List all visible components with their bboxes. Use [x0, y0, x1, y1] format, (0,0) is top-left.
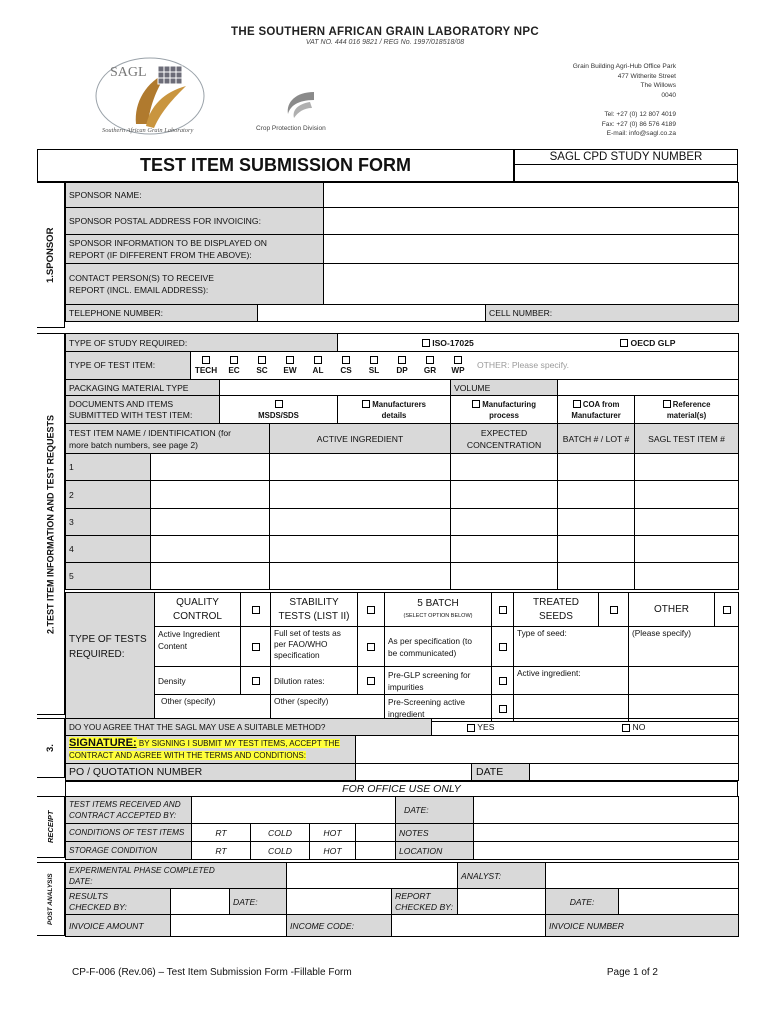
process-label2: process	[489, 410, 519, 420]
doc-process[interactable]	[451, 396, 558, 424]
concentration-field[interactable]	[451, 536, 558, 563]
col-header-name	[66, 424, 270, 454]
documents-label	[66, 396, 220, 424]
table-row	[66, 536, 739, 563]
col-header-concentration	[451, 424, 558, 454]
stability-checkbox[interactable]	[367, 606, 375, 614]
office-heading: FOR OFFICE USE ONLY	[65, 781, 738, 796]
blank-cell[interactable]	[356, 824, 396, 842]
date-field[interactable]	[530, 764, 739, 781]
report-date-field[interactable]	[619, 889, 739, 915]
process-checkbox[interactable]	[472, 400, 480, 408]
seed-type-label[interactable]: Type of seed:	[514, 627, 629, 667]
item-name-field[interactable]	[151, 536, 270, 563]
preglp-label	[385, 667, 492, 695]
location-label: LOCATION	[396, 842, 474, 860]
batch-field[interactable]	[558, 536, 635, 563]
fullset-line: Full set of tests as	[274, 628, 341, 638]
other-heading: OTHER	[629, 593, 715, 627]
sponsor-info-line: REPORT (IF DIFFERENT FROM THE ABOVE):	[69, 250, 252, 260]
perspec-line: be communicated)	[388, 647, 457, 658]
stability-line: STABILITY	[289, 596, 339, 608]
signature-text: CONTRACT AND AGREE WITH THE TERMS AND CONDITIONS:	[69, 751, 306, 760]
item-type-label: SC	[256, 366, 268, 375]
col-header-active: ACTIVE INGREDIENT	[270, 424, 451, 454]
cell-label: CELL NUMBER:	[489, 308, 553, 318]
po-label: PO / QUOTATION NUMBER	[66, 764, 356, 781]
perspec-line: As per specification (to	[388, 635, 472, 646]
preglp-cell[interactable]	[492, 667, 514, 695]
batch-field[interactable]	[558, 454, 635, 481]
address-line: 477 Witherite Street	[617, 72, 676, 80]
qc-heading	[155, 593, 241, 627]
row-number: 3	[66, 509, 151, 536]
qc-line: QUALITY	[176, 596, 219, 608]
manufacturer-label2: details	[381, 410, 407, 420]
section-sponsor-label: 1.SPONSOR	[37, 182, 65, 328]
contact-field[interactable]	[324, 264, 739, 305]
perspec-checkbox[interactable]	[499, 643, 507, 651]
batch-field[interactable]	[558, 563, 635, 590]
seeds-line: TREATED	[533, 596, 579, 608]
yes-checkbox[interactable]	[467, 724, 475, 732]
table-row	[66, 454, 739, 481]
other-spec-field[interactable]	[629, 667, 739, 695]
item-type-option[interactable]	[444, 354, 472, 376]
conditions-label: CONDITIONS OF TEST ITEMS	[66, 824, 192, 842]
results-field[interactable]	[171, 889, 230, 915]
other-checkbox[interactable]	[723, 606, 731, 614]
notes-field[interactable]	[474, 824, 739, 842]
col-header-conc-line: CONCENTRATION	[466, 439, 542, 450]
batch5-line: 5 BATCH	[417, 597, 459, 609]
item-type-label: TECH	[194, 366, 218, 375]
doc-coa[interactable]	[558, 396, 635, 424]
address-email: E-mail: info@sagl.co.za	[606, 130, 676, 138]
form-title: TEST ITEM SUBMISSION FORM	[37, 149, 514, 182]
exp-field[interactable]	[287, 863, 458, 889]
item-type-checkbox[interactable]	[454, 356, 462, 364]
item-type-option[interactable]	[360, 354, 388, 376]
preglp-checkbox[interactable]	[499, 677, 507, 685]
sponsor-info-field[interactable]	[324, 235, 739, 264]
item-type-label: DP	[396, 366, 408, 375]
please-specify-label[interactable]: (Please specify)	[629, 627, 739, 667]
analyst-label: ANALYST:	[458, 863, 546, 889]
agreement-table	[65, 718, 739, 781]
signature-bold: SIGNATURE:	[69, 737, 137, 749]
seeds-line: SEEDS	[539, 610, 573, 622]
vat-reg: VAT NO. 444 016 9821 / REG No. 1997/018518/08	[305, 39, 465, 46]
iso-option[interactable]	[338, 334, 558, 352]
ai-content-label	[155, 627, 241, 667]
qc-line: CONTROL	[173, 610, 222, 622]
active-field[interactable]	[270, 536, 451, 563]
item-type-checkbox[interactable]	[342, 356, 350, 364]
contact-line: CONTACT PERSON(S) TO RECEIVE	[69, 273, 215, 283]
address-tel: Tel: +27 (0) 12 807 4019	[604, 110, 676, 118]
prescreen-checkbox[interactable]	[499, 705, 507, 713]
sagl-logo	[88, 52, 218, 138]
item-type-checkbox[interactable]	[258, 356, 266, 364]
results-date-field[interactable]	[287, 889, 392, 915]
oecd-label: OECD GLP	[630, 337, 676, 348]
post-analysis-table	[65, 862, 739, 937]
density-cell[interactable]	[241, 667, 271, 695]
concentration-field[interactable]	[451, 509, 558, 536]
active-field[interactable]	[270, 454, 451, 481]
perspec-cell[interactable]	[492, 627, 514, 667]
results-line: RESULTS	[69, 890, 108, 901]
item-type-option[interactable]	[416, 354, 444, 376]
concentration-field[interactable]	[451, 454, 558, 481]
item-type-label: TYPE OF TEST ITEM:	[66, 352, 191, 379]
received-label	[66, 797, 192, 824]
dilution-cell[interactable]	[358, 667, 385, 695]
tests-label-top	[66, 593, 155, 627]
item-type-checkbox[interactable]	[370, 356, 378, 364]
seeds-heading	[514, 593, 599, 627]
other-cell[interactable]	[715, 593, 739, 627]
results-line: CHECKED BY:	[69, 901, 127, 912]
msds-label: MSDS/SDS	[258, 410, 299, 420]
ai-content-line: Content	[158, 641, 188, 651]
batch5-heading	[385, 593, 492, 627]
tests-required-table	[65, 592, 739, 722]
volume-label: VOLUME	[451, 380, 558, 396]
blank-cell[interactable]	[356, 842, 396, 860]
address-block	[573, 62, 676, 139]
address-fax: Fax: +27 (0) 86 576 4189	[601, 120, 676, 128]
receipt-table	[65, 796, 739, 860]
dilution-label: Dilution rates:	[271, 667, 358, 695]
rt-option[interactable]: RT	[192, 824, 251, 842]
signature-label	[66, 736, 356, 764]
section-agreement-label: 3.	[37, 718, 65, 778]
report-line: REPORT	[395, 890, 431, 901]
col-header-batch: BATCH # / LOT #	[558, 424, 635, 454]
tests-label	[66, 627, 155, 667]
col-header-name-line: TEST ITEM NAME / IDENTIFICATION (for	[69, 427, 232, 438]
results-label	[66, 889, 171, 915]
invoice-number-cell	[546, 915, 739, 937]
sagl-item-field[interactable]	[635, 563, 739, 590]
batch-field[interactable]	[558, 509, 635, 536]
yes-label: YES	[477, 722, 495, 732]
sagl-logo-subtitle: Southern African Grain Laboratory	[102, 127, 194, 134]
preglp-line: impurities	[388, 681, 424, 692]
manufacturer-checkbox[interactable]	[362, 400, 370, 408]
item-type-checkbox[interactable]	[398, 356, 406, 364]
address-line: Grain Building Agri-Hub Office Park	[572, 63, 676, 70]
contact-label	[66, 264, 324, 305]
row-number: 5	[66, 563, 151, 590]
stability-cell[interactable]	[358, 593, 385, 627]
active-field[interactable]	[270, 481, 451, 509]
report-field[interactable]	[458, 889, 546, 915]
table-row	[66, 509, 739, 536]
volume-field[interactable]	[558, 380, 739, 396]
item-type-label: CS	[340, 366, 352, 375]
received-date-label: DATE:	[396, 797, 474, 824]
exp-line: EXPERIMENTAL PHASE COMPLETED	[69, 865, 215, 875]
item-type-label: SL	[368, 366, 380, 375]
density-label: Density	[155, 667, 241, 695]
cpd-logo-text: Crop Protection Division	[256, 125, 326, 132]
batch-field[interactable]	[558, 481, 635, 509]
iso-label: ISO-17025	[432, 337, 474, 348]
org-name: THE SOUTHERN AFRICAN GRAIN LABORATORY NPC	[231, 26, 539, 38]
table-row	[66, 481, 739, 509]
sponsor-name-label: SPONSOR NAME:	[66, 183, 324, 208]
received-line: TEST ITEMS RECEIVED AND	[69, 800, 181, 809]
fullset-checkbox[interactable]	[367, 643, 375, 651]
coa-label2: Manufacturer	[571, 410, 621, 420]
invoice-amount-label: INVOICE AMOUNT	[66, 915, 171, 937]
sagl-logo-text: SAGL	[110, 65, 147, 80]
invoice-number-label: INVOICE NUMBER	[549, 920, 624, 931]
income-code-label: INCOME CODE:	[287, 915, 392, 937]
signature-field[interactable]	[356, 736, 739, 764]
seeds-checkbox[interactable]	[610, 606, 618, 614]
table-row	[66, 563, 739, 590]
item-name-field[interactable]	[151, 454, 270, 481]
tests-label-mid	[66, 667, 155, 695]
oecd-option[interactable]	[558, 334, 739, 352]
results-date-label: DATE:	[230, 889, 287, 915]
yes-option[interactable]	[432, 719, 530, 736]
other-specify-1[interactable]: Other (specify)	[155, 695, 271, 722]
rt-option[interactable]: RT	[192, 842, 251, 860]
hot-option[interactable]: HOT	[310, 842, 356, 860]
telephone-label: TELEPHONE NUMBER:	[66, 305, 258, 322]
item-name-field[interactable]	[151, 481, 270, 509]
qc-checkbox[interactable]	[252, 606, 260, 614]
item-type-option[interactable]	[192, 354, 220, 376]
qc-cell[interactable]	[241, 593, 271, 627]
item-name-field[interactable]	[151, 563, 270, 590]
exp-line: DATE:	[69, 876, 93, 886]
item-type-checkbox[interactable]	[202, 356, 210, 364]
item-type-label: AL	[312, 366, 324, 375]
item-type-label: GR	[423, 366, 437, 375]
packaging-label: PACKAGING MATERIAL TYPE	[66, 380, 220, 396]
no-option[interactable]	[530, 719, 739, 736]
received-field[interactable]	[192, 797, 396, 824]
study-type-label: TYPE OF STUDY REQUIRED:	[66, 334, 338, 352]
item-name-field[interactable]	[151, 509, 270, 536]
exp-label	[66, 863, 287, 889]
concentration-field[interactable]	[451, 481, 558, 509]
address-spacer	[573, 100, 676, 110]
doc-manufacturer[interactable]	[338, 396, 451, 424]
item-type-checkbox[interactable]	[230, 356, 238, 364]
cold-option[interactable]: COLD	[251, 842, 310, 860]
active-ingredient-label[interactable]: Active ingredient:	[514, 667, 629, 695]
preglp-line: Pre-GLP screening for	[388, 669, 471, 680]
active-field[interactable]	[270, 563, 451, 590]
item-type-option[interactable]	[276, 354, 304, 376]
item-type-checkbox[interactable]	[426, 356, 434, 364]
sponsor-info-line: SPONSOR INFORMATION TO BE DISPLAYED ON	[69, 238, 268, 248]
cell-label-cell	[486, 305, 739, 322]
sagl-item-field[interactable]	[635, 454, 739, 481]
reference-checkbox[interactable]	[663, 400, 671, 408]
po-field[interactable]	[356, 764, 472, 781]
footer-page: Page 1 of 2	[606, 967, 658, 978]
item-type-row	[66, 352, 739, 380]
ai-content-cell[interactable]	[241, 627, 271, 667]
signature-text: BY SIGNING I SUBMIT MY TEST ITEMS, ACCEPT THE	[136, 739, 340, 748]
item-type-option[interactable]	[248, 354, 276, 376]
post-analysis-label: POST ANALYSIS	[37, 862, 65, 936]
fullset-label	[271, 627, 358, 667]
item-type-label: EC	[228, 366, 240, 375]
tests-label-line: REQUIRED:	[69, 648, 125, 660]
section-test-info-label: 2.TEST ITEM INFORMATION AND TEST REQUESTS	[37, 333, 65, 715]
received-line: CONTRACT ACCEPTED BY:	[69, 811, 177, 820]
item-type-other[interactable]: OTHER: Please specify.	[477, 360, 570, 370]
received-date-field[interactable]	[474, 797, 739, 824]
documents-line: SUBMITTED WITH TEST ITEM:	[69, 409, 193, 420]
coa-checkbox[interactable]	[573, 400, 581, 408]
process-label: Manufacturing	[482, 399, 536, 409]
invoice-amount-field[interactable]	[171, 915, 287, 937]
ai-content-checkbox[interactable]	[252, 643, 260, 651]
cpd-study-number-label: SAGL CPD STUDY NUMBER	[514, 149, 738, 165]
sponsor-postal-label: SPONSOR POSTAL ADDRESS FOR INVOICING:	[66, 208, 324, 235]
concentration-field[interactable]	[451, 563, 558, 590]
prescreen-line: Pre-Screening active	[388, 697, 466, 707]
report-date-label: DATE:	[546, 889, 619, 915]
row-number: 1	[66, 454, 151, 481]
footer-doc-id: CP-F-006 (Rev.06) – Test Item Submission Form -Fillable Form	[72, 967, 352, 978]
date-label: DATE	[476, 766, 504, 778]
row-number: 4	[66, 536, 151, 563]
item-type-label: WP	[451, 366, 465, 375]
perspec-label	[385, 627, 492, 667]
sponsor-table	[65, 182, 739, 322]
cpd-logo	[252, 86, 362, 134]
stability-line: TESTS (LIST II)	[278, 610, 350, 622]
hot-option[interactable]: HOT	[310, 824, 356, 842]
sponsor-postal-field[interactable]	[324, 208, 739, 235]
sagl-item-field[interactable]	[635, 509, 739, 536]
doc-msds[interactable]	[220, 396, 338, 424]
fullset-line: per FAO/WHO	[274, 639, 328, 649]
ai-content-line: Active Ingredient	[158, 629, 220, 639]
row-number: 2	[66, 481, 151, 509]
item-type-checkbox[interactable]	[286, 356, 294, 364]
other-specify-2[interactable]: Other (specify)	[271, 695, 385, 722]
reference-label2: material(s)	[666, 410, 707, 420]
no-label: NO	[632, 722, 646, 732]
doc-reference[interactable]	[635, 396, 739, 424]
batch5-sub: (SELECT OPTION BELOW)	[403, 612, 473, 619]
col-header-conc-line: EXPECTED	[480, 427, 528, 438]
analyst-field[interactable]	[546, 863, 739, 889]
sagl-item-field[interactable]	[635, 481, 739, 509]
receipt-label: RECEIPT	[37, 796, 65, 858]
item-type-option[interactable]	[388, 354, 416, 376]
method-question: DO YOU AGREE THAT THE SAGL MAY USE A SUITABLE METHOD?	[66, 719, 432, 736]
iso-checkbox[interactable]	[422, 339, 430, 347]
sagl-item-field[interactable]	[635, 536, 739, 563]
notes-label: NOTES	[396, 824, 474, 842]
cold-option[interactable]: COLD	[251, 824, 310, 842]
stability-heading	[271, 593, 358, 627]
item-type-label: EW	[283, 366, 297, 375]
item-type-checkbox[interactable]	[314, 356, 322, 364]
sponsor-name-field[interactable]	[324, 183, 739, 208]
storage-label: STORAGE CONDITION	[66, 842, 192, 860]
income-code-field[interactable]	[392, 915, 546, 937]
prescreen-line: ingredient	[388, 709, 425, 719]
sponsor-info-label	[66, 235, 324, 264]
item-type-option[interactable]	[304, 354, 332, 376]
address-line: The Willows	[640, 82, 676, 90]
packaging-field[interactable]	[220, 380, 451, 396]
report-label	[392, 889, 458, 915]
col-header-sagl: SAGL TEST ITEM #	[635, 424, 739, 454]
active-field[interactable]	[270, 509, 451, 536]
no-checkbox[interactable]	[622, 724, 630, 732]
dilution-checkbox[interactable]	[367, 677, 375, 685]
col-header-name-line: more batch numbers, see page 2)	[69, 439, 198, 450]
item-type-option[interactable]	[220, 354, 248, 376]
manufacturer-label: Manufacturers	[372, 399, 426, 409]
reference-label: Reference	[672, 399, 711, 409]
batch5-cell[interactable]	[492, 593, 514, 627]
fullset-cell[interactable]	[358, 627, 385, 667]
address-line: 0040	[661, 91, 676, 99]
location-field[interactable]	[474, 842, 739, 860]
coa-label: COA from	[582, 399, 620, 409]
date-label-cell	[472, 764, 530, 781]
test-info-table	[65, 333, 739, 590]
seeds-cell[interactable]	[599, 593, 629, 627]
msds-checkbox[interactable]	[275, 400, 283, 408]
batch5-checkbox[interactable]	[499, 606, 507, 614]
density-checkbox[interactable]	[252, 677, 260, 685]
report-line: CHECKED BY:	[395, 901, 453, 912]
oecd-checkbox[interactable]	[620, 339, 628, 347]
item-type-option[interactable]	[332, 354, 360, 376]
telephone-field[interactable]	[258, 305, 486, 322]
documents-line: DOCUMENTS AND ITEMS	[69, 398, 174, 409]
fullset-line: specification	[274, 650, 320, 660]
tests-label-line: TYPE OF TESTS	[69, 633, 147, 645]
contact-line: REPORT (INCL. EMAIL ADDRESS):	[69, 285, 209, 295]
